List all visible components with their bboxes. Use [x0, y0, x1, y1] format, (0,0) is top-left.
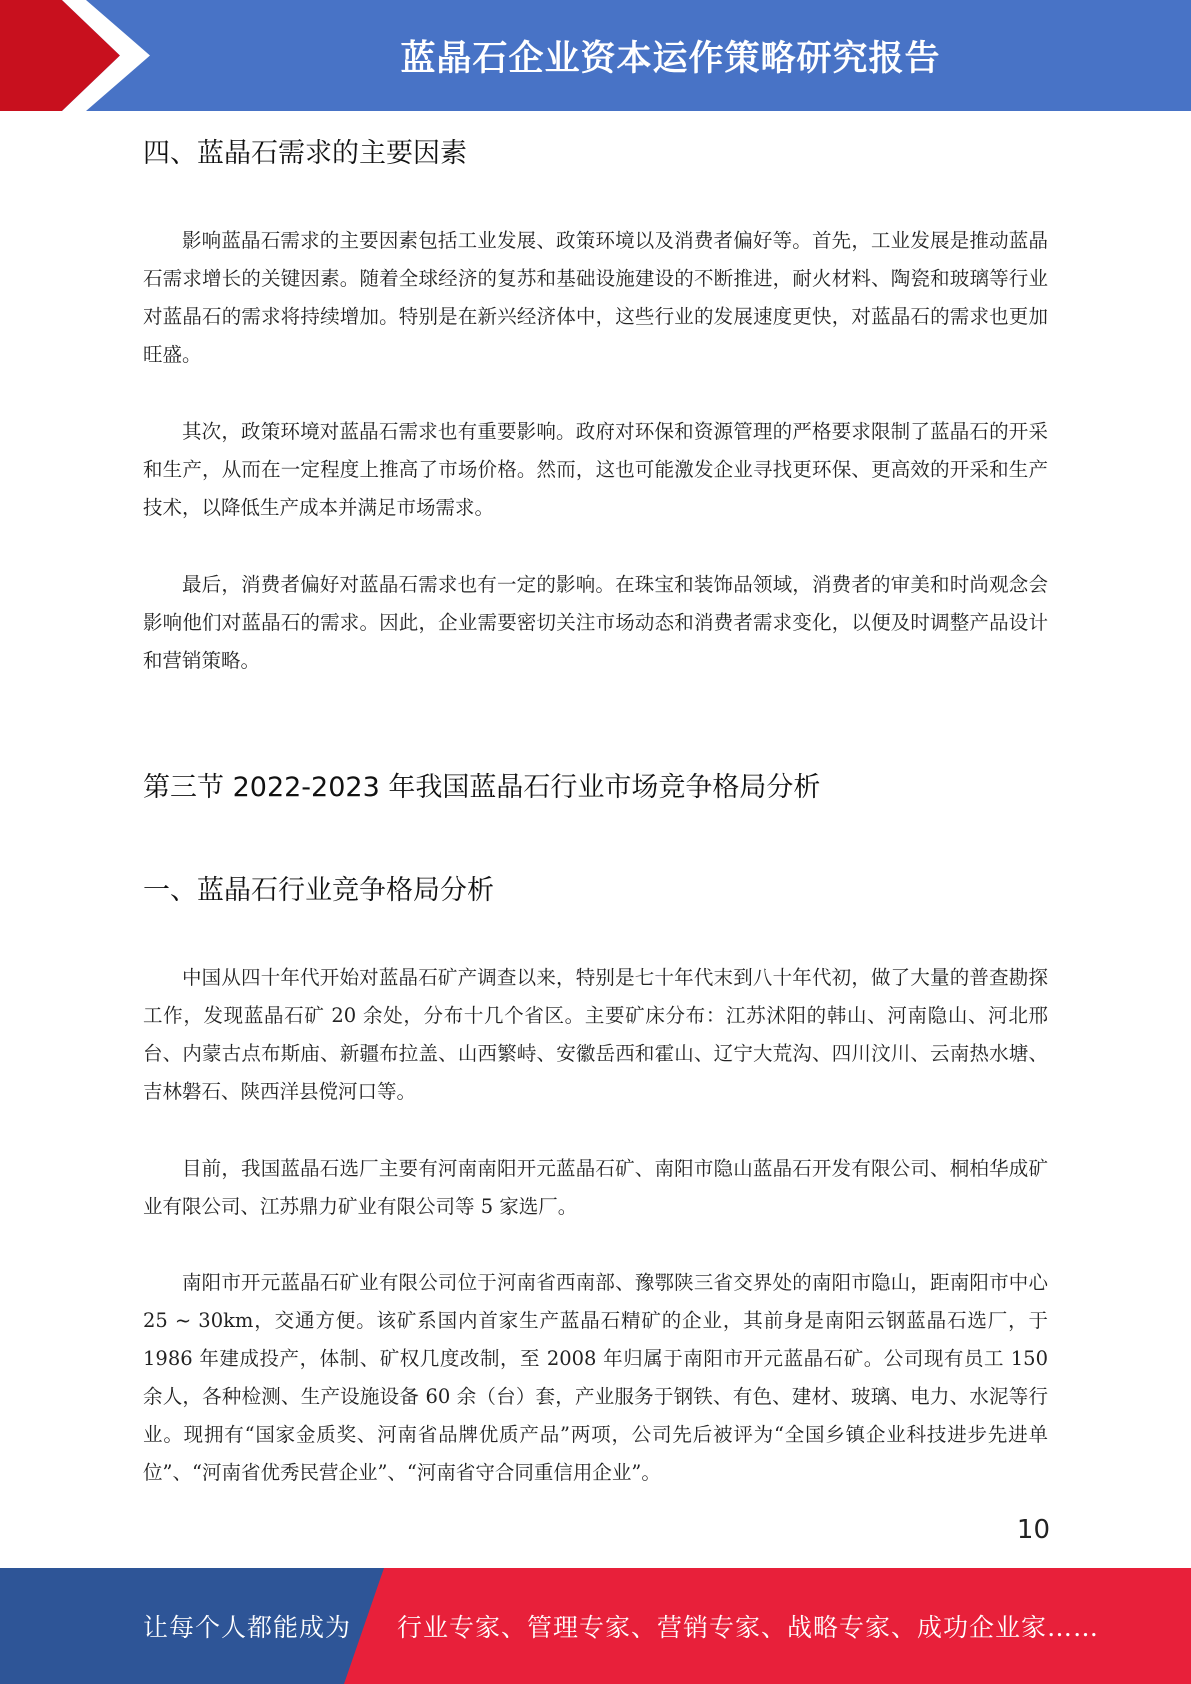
report-title: 蓝晶石企业资本运作策略研究报告	[400, 38, 941, 79]
page-number: 10	[1016, 1515, 1050, 1545]
demand-factors-heading: 四、蓝晶石需求的主要因素	[143, 138, 467, 169]
paragraph: 中国从四十年代开始对蓝晶石矿产调查以来，特别是七十年代末到八十年代初，做了大量的普查勘探工作，发现蓝晶石矿 20 余处，分布十几个省区。主要矿床分布：江苏沭阳的韩山、河南隐山、河北邢台、内蒙古点布斯庙、新疆布拉盖、山西繁峙、安徽岳西和霍山、辽宁大荒沟、四川汶川、云南热水塘、吉林磐石、陕西洋县傥河口等。	[143, 966, 1048, 1103]
paragraph: 其次，政策环境对蓝晶石需求也有重要影响。政府对环保和资源管理的严格要求限制了蓝晶石的开采和生产，从而在一定程度上推高了市场价格。然而，这也可能激发企业寻找更环保、更高效的开采和生产技术，以降低生产成本并满足市场需求。	[143, 420, 1048, 519]
paragraph: 目前，我国蓝晶石选厂主要有河南南阳开元蓝晶石矿、南阳市隐山蓝晶石开发有限公司、桐柏华成矿业有限公司、江苏鼎力矿业有限公司等 5 家选厂。	[143, 1157, 1048, 1218]
page-footer	[0, 1568, 1191, 1684]
section-title: 第三节 2022-2023 年我国蓝晶石行业市场竞争格局分析	[143, 772, 821, 803]
paragraph: 南阳市开元蓝晶石矿业有限公司位于河南省西南部、豫鄂陕三省交界处的南阳市隐山，距南阳市中心 25 ~ 30km，交通方便。该矿系国内首家生产蓝晶石精矿的企业，其前身是南阳云钢蓝晶石选厂，于 1986 年建成投产，体制、矿权几度改制，至 2008 年归属于南阳市开元蓝晶石矿。公司现有员工 150 余人，各种检测、生产设施设备 60 余（台）套，产业服务于钢铁、有色、建材、玻璃、电力、水泥等行业。现拥有“国家金质奖、河南省品牌优质产品”两项，公司先后被评为“全国乡镇企业科技进步先进单位”、“河南省优秀民营企业”、“河南省守合同重信用企业”。	[143, 1271, 1048, 1484]
footer-slogan-right: 行业专家、管理专家、营销专家、战略专家、成功企业家……	[397, 1613, 1100, 1642]
footer-slogan-left: 让每个人都能成为	[143, 1613, 352, 1642]
competition-heading: 一、蓝晶石行业竞争格局分析	[143, 875, 494, 906]
page-header	[0, 0, 1191, 111]
paragraph: 最后，消费者偏好对蓝晶石需求也有一定的影响。在珠宝和装饰品领域，消费者的审美和时尚观念会影响他们对蓝晶石的需求。因此，企业需要密切关注市场动态和消费者需求变化，以便及时调整产品设计和营销策略。	[143, 573, 1048, 672]
paragraph: 影响蓝晶石需求的主要因素包括工业发展、政策环境以及消费者偏好等。首先，工业发展是推动蓝晶石需求增长的关键因素。随着全球经济的复苏和基础设施建设的不断推进，耐火材料、陶瓷和玻璃等行业对蓝晶石的需求将持续增加。特别是在新兴经济体中，这些行业的发展速度更快，对蓝晶石的需求也更加旺盛。	[143, 229, 1048, 366]
header-arrow-decoration	[0, 0, 160, 111]
